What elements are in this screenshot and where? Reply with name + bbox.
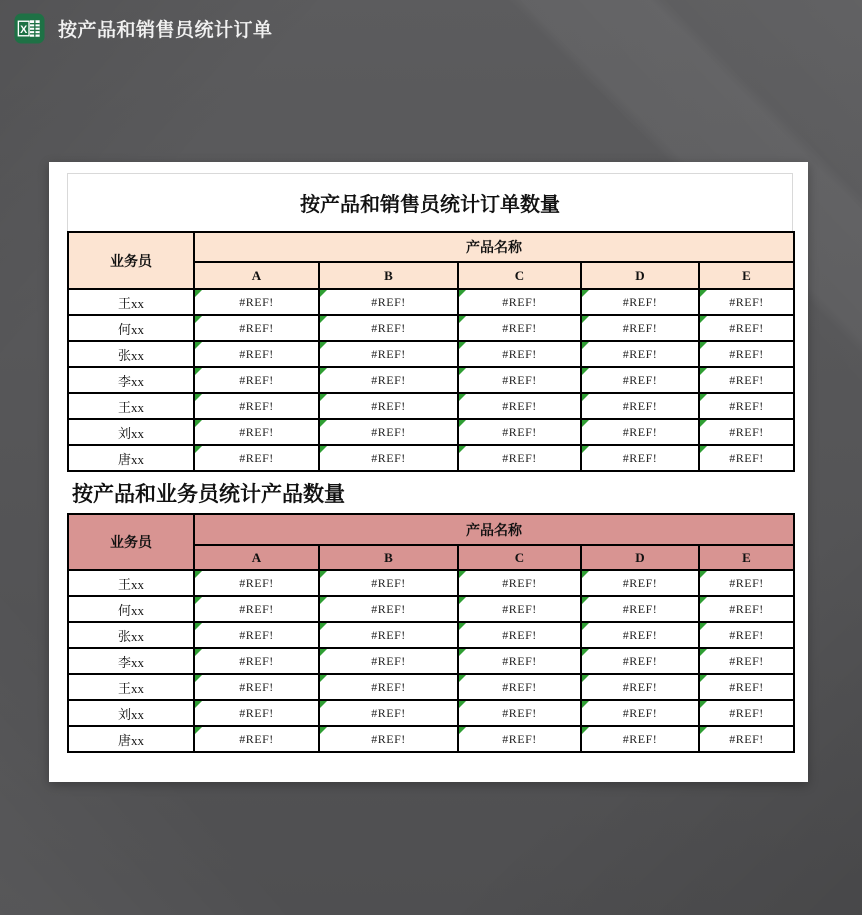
cell-value: #REF!	[502, 320, 537, 335]
error-corner-icon	[700, 368, 707, 375]
ref-error-cell[interactable]	[581, 674, 699, 700]
error-corner-icon	[700, 623, 707, 630]
column-header-cell[interactable]: E	[699, 262, 794, 289]
error-corner-icon	[582, 623, 589, 630]
ref-error-cell[interactable]	[319, 419, 458, 445]
ref-error-cell[interactable]	[699, 289, 794, 315]
error-corner-icon	[582, 446, 589, 453]
error-corner-icon	[320, 649, 327, 656]
cell-value: #REF!	[622, 450, 658, 465]
salesperson-cell[interactable]: 王xx	[68, 674, 194, 700]
ref-error-cell[interactable]	[699, 700, 794, 726]
table-row	[68, 570, 794, 596]
error-corner-icon	[582, 597, 589, 604]
cell-value: #REF!	[239, 731, 274, 746]
header-row-group	[68, 514, 794, 545]
error-corner-icon	[320, 290, 327, 297]
error-corner-icon	[320, 342, 327, 349]
ref-error-cell[interactable]	[581, 726, 699, 752]
table-row	[68, 700, 794, 726]
cell-value: #REF!	[371, 450, 406, 465]
ref-error-cell[interactable]	[581, 367, 699, 393]
column-header-cell[interactable]: C	[458, 262, 581, 289]
table-row	[68, 289, 794, 315]
cell-value: #REF!	[502, 575, 537, 590]
page-title: 按产品和销售员统计订单	[58, 20, 273, 41]
cell-value: #REF!	[239, 575, 274, 590]
cell-value: #REF!	[729, 372, 764, 387]
svg-text:X: X	[20, 23, 28, 36]
ref-error-cell[interactable]	[458, 700, 581, 726]
table-row	[68, 726, 794, 752]
cell-value: #REF!	[502, 601, 537, 616]
ref-error-cell[interactable]	[319, 315, 458, 341]
ref-error-cell[interactable]	[581, 596, 699, 622]
ref-error-cell[interactable]	[699, 315, 794, 341]
table1-title: 按产品和销售员统计订单数量	[67, 173, 793, 231]
salesperson-cell[interactable]: 王xx	[68, 393, 194, 419]
ref-error-cell[interactable]	[581, 648, 699, 674]
error-corner-icon	[195, 368, 202, 375]
error-corner-icon	[320, 597, 327, 604]
cell-value: #REF!	[729, 679, 764, 694]
error-corner-icon	[459, 623, 466, 630]
ref-error-cell[interactable]	[699, 367, 794, 393]
cell-value: #REF!	[371, 731, 406, 746]
column-header-cell[interactable]: E	[699, 545, 794, 570]
ref-error-cell[interactable]	[319, 674, 458, 700]
ref-error-cell[interactable]	[319, 393, 458, 419]
cell-value: #REF!	[239, 627, 274, 642]
ref-error-cell[interactable]	[458, 726, 581, 752]
ref-error-cell[interactable]	[699, 393, 794, 419]
ref-error-cell[interactable]	[194, 596, 319, 622]
cell-value: #REF!	[729, 601, 764, 616]
ref-error-cell[interactable]	[194, 315, 319, 341]
error-corner-icon	[459, 571, 466, 578]
error-corner-icon	[700, 675, 707, 682]
column-header-cell[interactable]: D	[581, 262, 699, 289]
ref-error-cell[interactable]	[194, 341, 319, 367]
ref-error-cell[interactable]	[194, 700, 319, 726]
error-corner-icon	[195, 701, 202, 708]
ref-error-cell[interactable]	[458, 648, 581, 674]
error-corner-icon	[459, 727, 466, 734]
salesperson-header-cell[interactable]: 业务员	[68, 514, 194, 570]
cell-value: #REF!	[622, 372, 658, 387]
cell-value: #REF!	[371, 575, 406, 590]
cell-value: #REF!	[239, 705, 274, 720]
error-corner-icon	[195, 342, 202, 349]
error-corner-icon	[700, 727, 707, 734]
table-row	[68, 648, 794, 674]
cell-value: #REF!	[371, 372, 406, 387]
cell-value: #REF!	[502, 627, 537, 642]
error-corner-icon	[459, 394, 466, 401]
cell-value: #REF!	[371, 294, 406, 309]
cell-value: #REF!	[622, 398, 658, 413]
error-corner-icon	[582, 727, 589, 734]
cell-value: #REF!	[622, 294, 658, 309]
ref-error-cell[interactable]	[319, 445, 458, 471]
error-corner-icon	[582, 316, 589, 323]
cell-value: #REF!	[729, 424, 764, 439]
error-corner-icon	[195, 316, 202, 323]
error-corner-icon	[459, 446, 466, 453]
table-row	[68, 367, 794, 393]
salesperson-cell[interactable]: 刘xx	[68, 419, 194, 445]
table-row	[68, 622, 794, 648]
ref-error-cell[interactable]	[319, 622, 458, 648]
error-corner-icon	[195, 597, 202, 604]
cell-value: #REF!	[622, 575, 658, 590]
ref-error-cell[interactable]	[458, 315, 581, 341]
salesperson-cell[interactable]: 王xx	[68, 289, 194, 315]
ref-error-cell[interactable]	[194, 289, 319, 315]
salesperson-cell[interactable]: 李xx	[68, 367, 194, 393]
column-header-cell[interactable]: A	[194, 545, 319, 570]
cell-value: #REF!	[622, 705, 658, 720]
cell-value: #REF!	[729, 450, 764, 465]
ref-error-cell[interactable]	[699, 570, 794, 596]
cell-value: #REF!	[239, 679, 274, 694]
error-corner-icon	[195, 446, 202, 453]
error-corner-icon	[700, 420, 707, 427]
salesperson-cell[interactable]: 张xx	[68, 622, 194, 648]
ref-error-cell[interactable]	[581, 419, 699, 445]
cell-value: #REF!	[371, 346, 406, 361]
cell-value: #REF!	[622, 653, 658, 668]
error-corner-icon	[700, 597, 707, 604]
error-corner-icon	[582, 290, 589, 297]
cell-value: #REF!	[239, 653, 274, 668]
ref-error-cell[interactable]	[581, 622, 699, 648]
ref-error-cell[interactable]	[699, 674, 794, 700]
error-corner-icon	[700, 342, 707, 349]
ref-error-cell[interactable]	[319, 367, 458, 393]
salesperson-cell[interactable]: 张xx	[68, 341, 194, 367]
error-corner-icon	[459, 316, 466, 323]
cell-value: #REF!	[371, 320, 406, 335]
error-corner-icon	[320, 394, 327, 401]
ref-error-cell[interactable]	[458, 622, 581, 648]
ref-error-cell[interactable]	[458, 445, 581, 471]
error-corner-icon	[320, 446, 327, 453]
error-corner-icon	[582, 394, 589, 401]
table-row	[68, 315, 794, 341]
product-name-group-header-cell[interactable]: 产品名称	[194, 514, 794, 545]
ref-error-cell[interactable]	[699, 419, 794, 445]
ref-error-cell[interactable]	[581, 289, 699, 315]
table-row	[68, 341, 794, 367]
cell-value: #REF!	[729, 705, 764, 720]
error-corner-icon	[195, 675, 202, 682]
error-corner-icon	[320, 623, 327, 630]
ref-error-cell[interactable]	[194, 445, 319, 471]
error-corner-icon	[320, 316, 327, 323]
error-corner-icon	[459, 597, 466, 604]
error-corner-icon	[195, 290, 202, 297]
error-corner-icon	[459, 649, 466, 656]
column-header-cell[interactable]: D	[581, 545, 699, 570]
ref-error-cell[interactable]	[581, 570, 699, 596]
salesperson-cell[interactable]: 何xx	[68, 596, 194, 622]
cell-value: #REF!	[371, 601, 406, 616]
ref-error-cell[interactable]	[194, 648, 319, 674]
cell-value: #REF!	[239, 398, 274, 413]
error-corner-icon	[582, 571, 589, 578]
ref-error-cell[interactable]	[194, 367, 319, 393]
error-corner-icon	[582, 342, 589, 349]
error-corner-icon	[459, 420, 466, 427]
cell-value: #REF!	[502, 653, 537, 668]
ref-error-cell[interactable]	[458, 289, 581, 315]
cell-value: #REF!	[729, 294, 764, 309]
cell-value: #REF!	[502, 294, 537, 309]
ref-error-cell[interactable]	[194, 726, 319, 752]
cell-value: #REF!	[502, 398, 537, 413]
error-corner-icon	[320, 571, 327, 578]
cell-value: #REF!	[729, 398, 764, 413]
ref-error-cell[interactable]	[194, 622, 319, 648]
ref-error-cell[interactable]	[458, 674, 581, 700]
error-corner-icon	[320, 701, 327, 708]
ref-error-cell[interactable]	[458, 570, 581, 596]
column-header-cell[interactable]: A	[194, 262, 319, 289]
error-corner-icon	[195, 394, 202, 401]
cell-value: #REF!	[729, 346, 764, 361]
error-corner-icon	[700, 649, 707, 656]
product-name-group-header-cell[interactable]: 产品名称	[194, 232, 794, 262]
ref-error-cell[interactable]	[458, 341, 581, 367]
error-corner-icon	[459, 290, 466, 297]
error-corner-icon	[320, 420, 327, 427]
cell-value: #REF!	[239, 601, 274, 616]
cell-value: #REF!	[622, 320, 658, 335]
cell-value: #REF!	[502, 424, 537, 439]
cell-value: #REF!	[371, 653, 406, 668]
ref-error-cell[interactable]	[699, 445, 794, 471]
ref-error-cell[interactable]	[699, 596, 794, 622]
error-corner-icon	[195, 571, 202, 578]
cell-value: #REF!	[239, 346, 274, 361]
ref-error-cell[interactable]	[194, 674, 319, 700]
cell-value: #REF!	[239, 424, 274, 439]
ref-error-cell[interactable]	[458, 393, 581, 419]
cell-value: #REF!	[622, 601, 658, 616]
salesperson-cell[interactable]: 李xx	[68, 648, 194, 674]
ref-error-cell[interactable]	[699, 622, 794, 648]
cell-value: #REF!	[729, 575, 764, 590]
error-corner-icon	[459, 342, 466, 349]
cell-value: #REF!	[502, 346, 537, 361]
salesperson-cell[interactable]: 何xx	[68, 315, 194, 341]
cell-value: #REF!	[622, 731, 658, 746]
error-corner-icon	[459, 701, 466, 708]
column-header-cell[interactable]: C	[458, 545, 581, 570]
ref-error-cell[interactable]	[319, 596, 458, 622]
ref-error-cell[interactable]	[581, 393, 699, 419]
ref-error-cell[interactable]	[319, 726, 458, 752]
salesperson-header-cell[interactable]: 业务员	[68, 232, 194, 289]
salesperson-cell[interactable]: 唐xx	[68, 445, 194, 471]
ref-error-cell[interactable]	[319, 289, 458, 315]
cell-value: #REF!	[729, 320, 764, 335]
table-row	[68, 596, 794, 622]
salesperson-cell[interactable]: 唐xx	[68, 726, 194, 752]
cell-value: #REF!	[502, 731, 537, 746]
cell-value: #REF!	[622, 679, 658, 694]
ref-error-cell[interactable]	[458, 419, 581, 445]
ref-error-cell[interactable]	[581, 341, 699, 367]
cell-value: #REF!	[371, 627, 406, 642]
ref-error-cell[interactable]	[581, 700, 699, 726]
ref-error-cell[interactable]	[194, 419, 319, 445]
cell-value: #REF!	[371, 424, 406, 439]
table-row	[68, 674, 794, 700]
cell-value: #REF!	[239, 372, 274, 387]
error-corner-icon	[700, 316, 707, 323]
column-header-cell[interactable]: B	[319, 545, 458, 570]
error-corner-icon	[582, 368, 589, 375]
cell-value: #REF!	[371, 679, 406, 694]
ref-error-cell[interactable]	[699, 648, 794, 674]
table-row	[68, 419, 794, 445]
error-corner-icon	[582, 649, 589, 656]
ref-error-cell[interactable]	[699, 726, 794, 752]
ref-error-cell[interactable]	[458, 367, 581, 393]
cell-value: #REF!	[622, 627, 658, 642]
error-corner-icon	[195, 420, 202, 427]
cell-value: #REF!	[502, 679, 537, 694]
error-corner-icon	[700, 290, 707, 297]
error-corner-icon	[320, 727, 327, 734]
cell-value: #REF!	[239, 450, 274, 465]
error-corner-icon	[582, 420, 589, 427]
cell-value: #REF!	[502, 705, 537, 720]
ref-error-cell[interactable]	[581, 445, 699, 471]
orders-table	[67, 231, 795, 472]
error-corner-icon	[459, 675, 466, 682]
error-corner-icon	[320, 675, 327, 682]
cell-value: #REF!	[371, 398, 406, 413]
ref-error-cell[interactable]	[581, 315, 699, 341]
cell-value: #REF!	[729, 653, 764, 668]
ref-error-cell[interactable]	[699, 341, 794, 367]
cell-value: #REF!	[239, 320, 274, 335]
column-header-cell[interactable]: B	[319, 262, 458, 289]
ref-error-cell[interactable]	[194, 393, 319, 419]
titlebar	[14, 13, 273, 44]
error-corner-icon	[459, 368, 466, 375]
cell-value: #REF!	[371, 705, 406, 720]
error-corner-icon	[700, 446, 707, 453]
ref-error-cell[interactable]	[319, 648, 458, 674]
error-corner-icon	[195, 727, 202, 734]
error-corner-icon	[582, 701, 589, 708]
preview-card	[49, 162, 808, 782]
cell-value: #REF!	[239, 294, 274, 309]
error-corner-icon	[195, 649, 202, 656]
ref-error-cell[interactable]	[458, 596, 581, 622]
error-corner-icon	[700, 394, 707, 401]
cell-value: #REF!	[502, 372, 537, 387]
cell-value: #REF!	[622, 424, 658, 439]
excel-icon	[14, 13, 45, 44]
products-table	[67, 513, 795, 753]
table-row	[68, 445, 794, 471]
table-row	[68, 393, 794, 419]
cell-value: #REF!	[729, 627, 764, 642]
error-corner-icon	[700, 571, 707, 578]
header-row-group	[68, 232, 794, 262]
error-corner-icon	[320, 368, 327, 375]
cell-value: #REF!	[729, 731, 764, 746]
error-corner-icon	[700, 701, 707, 708]
error-corner-icon	[195, 623, 202, 630]
cell-value: #REF!	[622, 346, 658, 361]
salesperson-cell[interactable]: 刘xx	[68, 700, 194, 726]
ref-error-cell[interactable]	[319, 341, 458, 367]
ref-error-cell[interactable]	[319, 570, 458, 596]
error-corner-icon	[582, 675, 589, 682]
salesperson-cell[interactable]: 王xx	[68, 570, 194, 596]
ref-error-cell[interactable]	[319, 700, 458, 726]
table2-title: 按产品和业务员统计产品数量	[72, 481, 345, 506]
ref-error-cell[interactable]	[194, 570, 319, 596]
cell-value: #REF!	[502, 450, 537, 465]
